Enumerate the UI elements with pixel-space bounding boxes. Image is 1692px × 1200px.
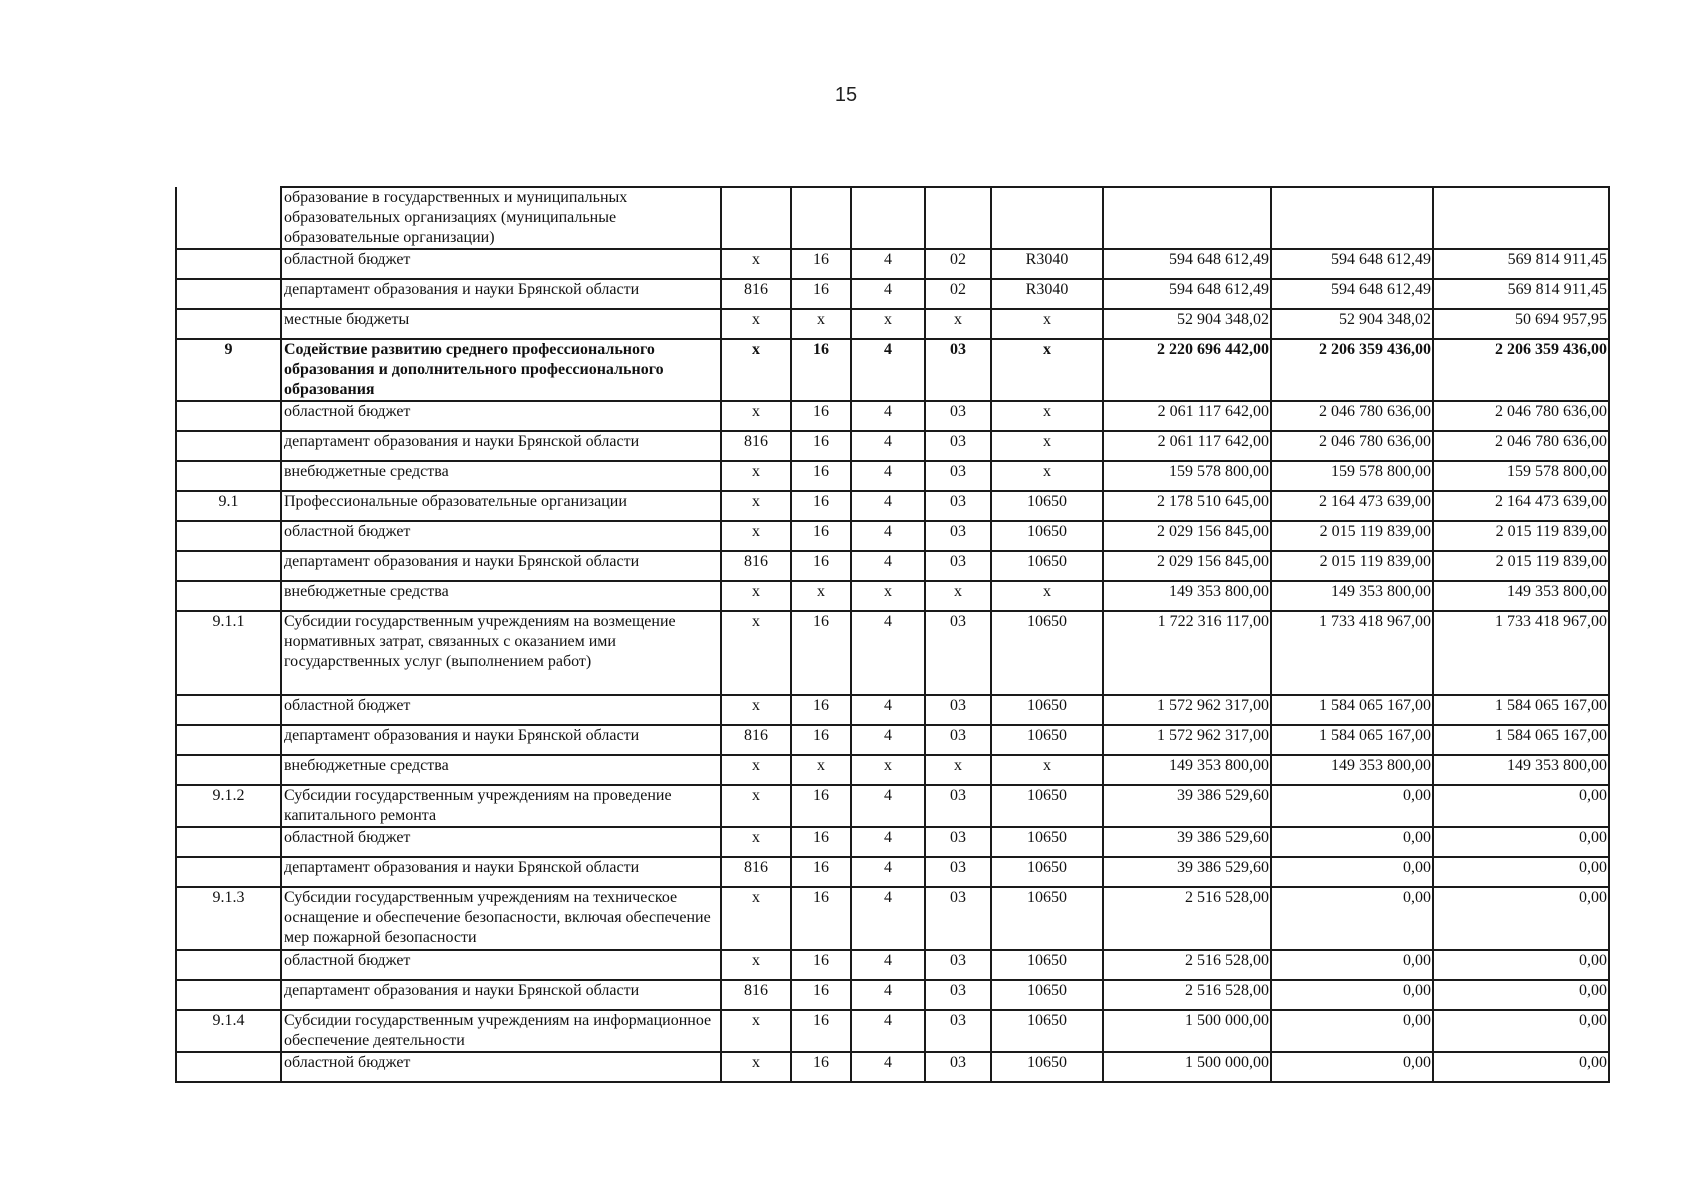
amount-year-1: 39 386 529,60 [1103,827,1271,857]
code-main-event: 03 [925,491,991,521]
code-program: 16 [791,401,851,431]
code-direction: 10650 [991,887,1103,950]
amount-year-2: 0,00 [1271,1052,1433,1082]
row-name: Субсидии государственным учреждениям на техническое оснащение и обеспечение безопасности, включая обеспечение мер пожарной безопасности [281,887,721,950]
table-row [176,695,1609,725]
code-subprogram: 4 [851,521,925,551]
amount-year-2: 1 733 418 967,00 [1271,611,1433,695]
amount-year-1: 52 904 348,02 [1103,309,1271,339]
code-direction: 10650 [991,950,1103,980]
code-direction: 10650 [991,1052,1103,1082]
amount-year-3 [1433,187,1609,249]
code-grbs: х [721,887,791,950]
amount-year-2: 0,00 [1271,887,1433,950]
row-name: областной бюджет [281,1052,721,1082]
code-direction: R3040 [991,279,1103,309]
amount-year-3: 2 046 780 636,00 [1433,401,1609,431]
amount-year-1: 2 029 156 845,00 [1103,551,1271,581]
code-grbs [721,187,791,249]
row-number [176,401,281,431]
table-row [176,461,1609,491]
row-name: внебюджетные средства [281,581,721,611]
row-number [176,827,281,857]
code-program: 16 [791,611,851,695]
code-main-event: 03 [925,551,991,581]
code-direction: 10650 [991,1010,1103,1052]
code-program: 16 [791,461,851,491]
row-name: департамент образования и науки Брянской области [281,551,721,581]
row-number: 9.1.3 [176,887,281,950]
table-row [176,491,1609,521]
code-subprogram: 4 [851,827,925,857]
code-subprogram: 4 [851,461,925,491]
row-number: 9.1 [176,491,281,521]
amount-year-3: 0,00 [1433,785,1609,827]
code-direction: 10650 [991,611,1103,695]
row-number: 9 [176,339,281,401]
amount-year-2: 0,00 [1271,857,1433,887]
row-number [176,695,281,725]
code-subprogram: 4 [851,950,925,980]
code-program: 16 [791,785,851,827]
row-name: областной бюджет [281,827,721,857]
amount-year-3: 2 015 119 839,00 [1433,521,1609,551]
code-grbs: х [721,1010,791,1052]
code-direction: 10650 [991,695,1103,725]
amount-year-1: 1 500 000,00 [1103,1010,1271,1052]
code-program: 16 [791,521,851,551]
code-subprogram: 4 [851,1010,925,1052]
code-program [791,187,851,249]
code-grbs: х [721,695,791,725]
code-direction: 10650 [991,521,1103,551]
amount-year-1: 594 648 612,49 [1103,249,1271,279]
table-row [176,857,1609,887]
table-row [176,785,1609,827]
row-name: Субсидии государственным учреждениям на возмещение нормативных затрат, связанных с оказанием ими государственных услуг (выполнением работ) [281,611,721,695]
code-direction: 10650 [991,857,1103,887]
code-subprogram: 4 [851,980,925,1010]
amount-year-2: 1 584 065 167,00 [1271,725,1433,755]
code-main-event: х [925,309,991,339]
amount-year-3: 159 578 800,00 [1433,461,1609,491]
code-grbs: х [721,581,791,611]
code-main-event: 03 [925,827,991,857]
amount-year-1: 2 516 528,00 [1103,980,1271,1010]
code-direction: х [991,581,1103,611]
amount-year-1: 2 029 156 845,00 [1103,521,1271,551]
code-program: 16 [791,827,851,857]
code-subprogram: 4 [851,857,925,887]
row-name: областной бюджет [281,950,721,980]
row-name: департамент образования и науки Брянской области [281,980,721,1010]
code-grbs: х [721,521,791,551]
code-main-event: 02 [925,279,991,309]
code-program: 16 [791,249,851,279]
code-subprogram: 4 [851,887,925,950]
code-subprogram: 4 [851,401,925,431]
code-subprogram: 4 [851,491,925,521]
amount-year-1: 1 722 316 117,00 [1103,611,1271,695]
code-main-event: х [925,755,991,785]
row-number: 9.1.2 [176,785,281,827]
amount-year-1: 2 220 696 442,00 [1103,339,1271,401]
row-number [176,521,281,551]
amount-year-3: 2 046 780 636,00 [1433,431,1609,461]
amount-year-1: 159 578 800,00 [1103,461,1271,491]
code-grbs: х [721,827,791,857]
code-grbs: х [721,1052,791,1082]
code-direction: х [991,431,1103,461]
amount-year-3: 0,00 [1433,857,1609,887]
amount-year-3: 1 733 418 967,00 [1433,611,1609,695]
code-direction: 10650 [991,785,1103,827]
code-program: 16 [791,980,851,1010]
row-number [176,187,281,249]
row-number [176,249,281,279]
table-row [176,725,1609,755]
amount-year-1: 1 572 962 317,00 [1103,725,1271,755]
row-name: образование в государственных и муниципальных образовательных организациях (муниципальные образовательные организации) [281,187,721,249]
code-main-event [925,187,991,249]
amount-year-2: 159 578 800,00 [1271,461,1433,491]
code-program: х [791,755,851,785]
row-name: областной бюджет [281,249,721,279]
row-number [176,725,281,755]
code-main-event: 03 [925,461,991,491]
table-row [176,521,1609,551]
row-number [176,581,281,611]
amount-year-2: 0,00 [1271,785,1433,827]
amount-year-1 [1103,187,1271,249]
code-direction: х [991,401,1103,431]
amount-year-3: 0,00 [1433,887,1609,950]
code-main-event: 03 [925,695,991,725]
amount-year-1: 2 061 117 642,00 [1103,401,1271,431]
code-subprogram: 4 [851,725,925,755]
code-grbs: х [721,339,791,401]
row-name: областной бюджет [281,695,721,725]
amount-year-3: 1 584 065 167,00 [1433,695,1609,725]
amount-year-3: 569 814 911,45 [1433,249,1609,279]
code-grbs: х [721,611,791,695]
table-row [176,1052,1609,1082]
row-number [176,857,281,887]
amount-year-2: 0,00 [1271,980,1433,1010]
code-grbs: х [721,401,791,431]
row-name: департамент образования и науки Брянской области [281,857,721,887]
amount-year-2: 149 353 800,00 [1271,755,1433,785]
code-subprogram: 4 [851,339,925,401]
amount-year-1: 1 572 962 317,00 [1103,695,1271,725]
amount-year-2: 2 206 359 436,00 [1271,339,1433,401]
code-subprogram: 4 [851,551,925,581]
code-grbs: 816 [721,551,791,581]
code-program: 16 [791,551,851,581]
amount-year-3: 50 694 957,95 [1433,309,1609,339]
amount-year-1: 2 061 117 642,00 [1103,431,1271,461]
row-number [176,551,281,581]
table-row [176,611,1609,695]
row-number [176,431,281,461]
code-main-event: 03 [925,887,991,950]
code-grbs: х [721,755,791,785]
amount-year-3: 2 015 119 839,00 [1433,551,1609,581]
code-direction: 10650 [991,827,1103,857]
amount-year-2: 149 353 800,00 [1271,581,1433,611]
amount-year-2: 2 164 473 639,00 [1271,491,1433,521]
code-subprogram: 4 [851,431,925,461]
amount-year-2: 0,00 [1271,827,1433,857]
row-number: 9.1.4 [176,1010,281,1052]
row-name: департамент образования и науки Брянской области [281,279,721,309]
table-row [176,581,1609,611]
row-name: областной бюджет [281,521,721,551]
amount-year-3: 569 814 911,45 [1433,279,1609,309]
code-grbs: х [721,785,791,827]
code-direction: 10650 [991,491,1103,521]
row-number [176,950,281,980]
code-direction: 10650 [991,980,1103,1010]
amount-year-1: 149 353 800,00 [1103,581,1271,611]
code-program: 16 [791,857,851,887]
amount-year-3: 149 353 800,00 [1433,755,1609,785]
code-program: 16 [791,950,851,980]
code-grbs: х [721,309,791,339]
row-name: Субсидии государственным учреждениям на проведение капитального ремонта [281,785,721,827]
amount-year-2: 594 648 612,49 [1271,279,1433,309]
amount-year-2: 0,00 [1271,950,1433,980]
code-grbs: х [721,491,791,521]
code-grbs: х [721,950,791,980]
row-number [176,755,281,785]
row-number [176,461,281,491]
code-program: х [791,309,851,339]
code-direction: R3040 [991,249,1103,279]
amount-year-3: 1 584 065 167,00 [1433,725,1609,755]
amount-year-1: 2 516 528,00 [1103,950,1271,980]
amount-year-2: 594 648 612,49 [1271,249,1433,279]
row-number [176,279,281,309]
code-direction: 10650 [991,551,1103,581]
code-subprogram: х [851,309,925,339]
table-row [176,980,1609,1010]
row-number [176,980,281,1010]
code-main-event: 03 [925,611,991,695]
amount-year-1: 39 386 529,60 [1103,785,1271,827]
code-main-event: 03 [925,857,991,887]
table-row [176,339,1609,401]
table-row [176,755,1609,785]
amount-year-2: 2 046 780 636,00 [1271,431,1433,461]
code-subprogram: 4 [851,1052,925,1082]
table-row [176,827,1609,857]
table-body [176,187,1609,1082]
code-main-event: 03 [925,725,991,755]
row-name: Содействие развитию среднего профессионального образования и дополнительного профессионального образования [281,339,721,401]
code-subprogram: 4 [851,785,925,827]
amount-year-2: 2 015 119 839,00 [1271,551,1433,581]
code-program: 16 [791,339,851,401]
code-subprogram: 4 [851,249,925,279]
amount-year-2: 2 046 780 636,00 [1271,401,1433,431]
code-direction: х [991,755,1103,785]
row-name: департамент образования и науки Брянской области [281,431,721,461]
row-name: местные бюджеты [281,309,721,339]
table-row [176,401,1609,431]
code-subprogram: х [851,581,925,611]
code-main-event: х [925,581,991,611]
code-program: 16 [791,279,851,309]
code-program: 16 [791,1052,851,1082]
row-name: внебюджетные средства [281,755,721,785]
table-row [176,431,1609,461]
amount-year-3: 0,00 [1433,827,1609,857]
amount-year-1: 149 353 800,00 [1103,755,1271,785]
code-program: х [791,581,851,611]
row-name: департамент образования и науки Брянской области [281,725,721,755]
code-subprogram: 4 [851,695,925,725]
code-main-event: 03 [925,950,991,980]
code-subprogram: 4 [851,611,925,695]
table-row [176,187,1609,249]
code-subprogram: х [851,755,925,785]
code-main-event: 03 [925,1052,991,1082]
code-main-event: 03 [925,1010,991,1052]
code-grbs: х [721,461,791,491]
code-main-event: 03 [925,521,991,551]
code-direction: х [991,309,1103,339]
amount-year-1: 39 386 529,60 [1103,857,1271,887]
code-main-event: 02 [925,249,991,279]
code-grbs: х [721,249,791,279]
code-grbs: 816 [721,980,791,1010]
amount-year-3: 2 206 359 436,00 [1433,339,1609,401]
code-direction: х [991,461,1103,491]
code-program: 16 [791,725,851,755]
row-name: областной бюджет [281,401,721,431]
code-program: 16 [791,431,851,461]
table-row [176,551,1609,581]
amount-year-2 [1271,187,1433,249]
amount-year-3: 0,00 [1433,1010,1609,1052]
table-row [176,950,1609,980]
amount-year-3: 0,00 [1433,980,1609,1010]
code-main-event: 03 [925,431,991,461]
code-main-event: 03 [925,785,991,827]
amount-year-1: 2 516 528,00 [1103,887,1271,950]
code-grbs: 816 [721,431,791,461]
amount-year-2: 52 904 348,02 [1271,309,1433,339]
amount-year-3: 0,00 [1433,1052,1609,1082]
code-direction: 10650 [991,725,1103,755]
table-row [176,887,1609,950]
table-row [176,309,1609,339]
code-grbs: 816 [721,857,791,887]
page-number: 15 [834,84,858,106]
code-subprogram: 4 [851,279,925,309]
amount-year-2: 0,00 [1271,1010,1433,1052]
amount-year-3: 2 164 473 639,00 [1433,491,1609,521]
amount-year-1: 2 178 510 645,00 [1103,491,1271,521]
amount-year-2: 1 584 065 167,00 [1271,695,1433,725]
code-subprogram [851,187,925,249]
amount-year-2: 2 015 119 839,00 [1271,521,1433,551]
row-name: Профессиональные образовательные организации [281,491,721,521]
code-grbs: 816 [721,279,791,309]
table-row [176,1010,1609,1052]
code-grbs: 816 [721,725,791,755]
budget-table [175,186,1610,1083]
code-main-event: 03 [925,980,991,1010]
amount-year-1: 1 500 000,00 [1103,1052,1271,1082]
table-row [176,249,1609,279]
code-program: 16 [791,1010,851,1052]
code-direction: х [991,339,1103,401]
amount-year-1: 594 648 612,49 [1103,279,1271,309]
row-number [176,1052,281,1082]
row-name: Субсидии государственным учреждениям на информационное обеспечение деятельности [281,1010,721,1052]
amount-year-3: 0,00 [1433,950,1609,980]
amount-year-3: 149 353 800,00 [1433,581,1609,611]
code-program: 16 [791,695,851,725]
row-number: 9.1.1 [176,611,281,695]
code-program: 16 [791,887,851,950]
row-name: внебюджетные средства [281,461,721,491]
table-row [176,279,1609,309]
code-main-event: 03 [925,339,991,401]
code-main-event: 03 [925,401,991,431]
row-number [176,309,281,339]
code-direction [991,187,1103,249]
code-program: 16 [791,491,851,521]
